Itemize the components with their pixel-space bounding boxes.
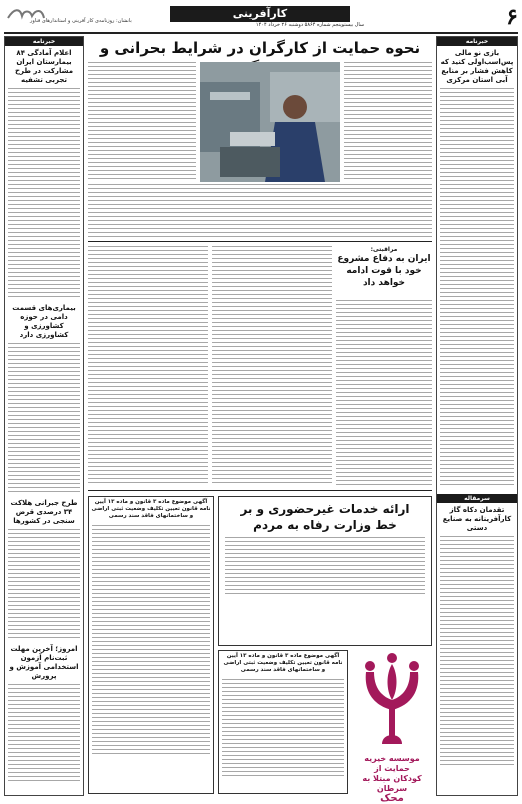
left-item-1-body (8, 88, 80, 298)
legal-ad-1 (88, 496, 214, 794)
mid-article-rule (88, 490, 432, 491)
legal-ad-1-head: آگهی موضوع ماده ۳ قانون و ماده ۱۳ آیین نامه قانون تعیین تکلیف وضعیت ثبتی اراضی و ساختمانهای فاقد سند رسمی (91, 499, 211, 519)
page-number: ۶ (506, 4, 518, 30)
feature-box-body (225, 537, 425, 597)
right-news-column (436, 36, 518, 796)
charity-ad (352, 650, 432, 804)
legal-ad-2-body (222, 679, 344, 779)
section-title: کارآفرینی (170, 6, 350, 22)
header-rule (4, 32, 518, 34)
charity-line-2: کودکان مبتلا به سرطان (362, 774, 422, 793)
legal-ad-2 (218, 650, 348, 794)
legal-ad-1-body (92, 525, 210, 755)
tagline: بانشان: روزنامه‌ی کار آفرینی و استاندار‌های فناور (30, 18, 132, 24)
left-item-2-body (8, 343, 80, 493)
charity-line-3: محک (380, 793, 404, 804)
issue-line: سال بیستوپنجم شماره ۵۸۶۴ دوشنبه ۲۶ خرداد ۱۴۰۴ (255, 22, 365, 28)
right-column-header: خبرنامه (437, 37, 517, 46)
mid-article-headline-block (336, 246, 432, 298)
main-article-bottom-text (88, 184, 432, 238)
mid-article-kicker: مراقبتی: (370, 246, 398, 253)
left-item-4-body (8, 684, 80, 784)
mid-article-title: ایران به دفاع مشروع خود با قوت ادامه خواهد داد (337, 254, 431, 288)
right-item-1-body (440, 88, 514, 488)
main-article-right-text (344, 62, 432, 180)
left-item-4-title: امروز؛ آخرین مهلت ثبت‌نام آزمون استخدامی آموزش و پرورش (9, 645, 79, 680)
left-item-1-title: اعلام آمادگی ۸۴ بیمارستان ایران مشارکت در طرح تجربی تشفیه (14, 49, 74, 84)
main-article-left-text (88, 62, 196, 180)
right-item-1-title: بازی نو مالی پس‌اسب‌اولی کنید که کاهش فشار بر منابع آبی استان مرکزی (440, 49, 514, 84)
mid-article-text-left (88, 246, 208, 486)
left-item-3-body (8, 529, 80, 639)
main-article-rule (88, 241, 432, 242)
mid-article-text-right (336, 300, 432, 486)
left-item-3-title: طرح جبرانی هلاکت ۳۴ درصدی قرض سنجی در کشورها (10, 499, 78, 525)
editorial-header: سرمقاله (437, 494, 517, 503)
feature-box (218, 496, 432, 646)
left-column-header: خبرنامه (5, 37, 83, 46)
charity-line-1: موسسه خیریه حمایت از (364, 754, 420, 773)
left-news-column (4, 36, 84, 796)
main-headline: نحوه حمایت از کارگران در شرایط بحرانی و (99, 39, 421, 57)
mid-article-text-center (212, 246, 332, 486)
left-item-2-title: بیماری‌های قسمت دامی در حوزه کشاورزی و کشاورزی دارد (12, 304, 76, 339)
right-item-2-title: تقدمان دکاه گاز کارآفرینانه به صنایع دستی (442, 506, 512, 532)
legal-ad-2-head: آگهی موضوع ماده ۳ قانون و ماده ۱۳ آیین نامه قانون تعیین تکلیف وضعیت ثبتی اراضی و ساختمانهای فاقد سند رسمی (223, 653, 343, 673)
mahak-logo-icon (352, 650, 432, 750)
feature-box-title: ارائه خدمات غیرحضوری و بر خط وزارت رفاه به مردم (240, 502, 410, 532)
worker-photo (200, 62, 340, 182)
right-item-2-body (440, 536, 514, 766)
